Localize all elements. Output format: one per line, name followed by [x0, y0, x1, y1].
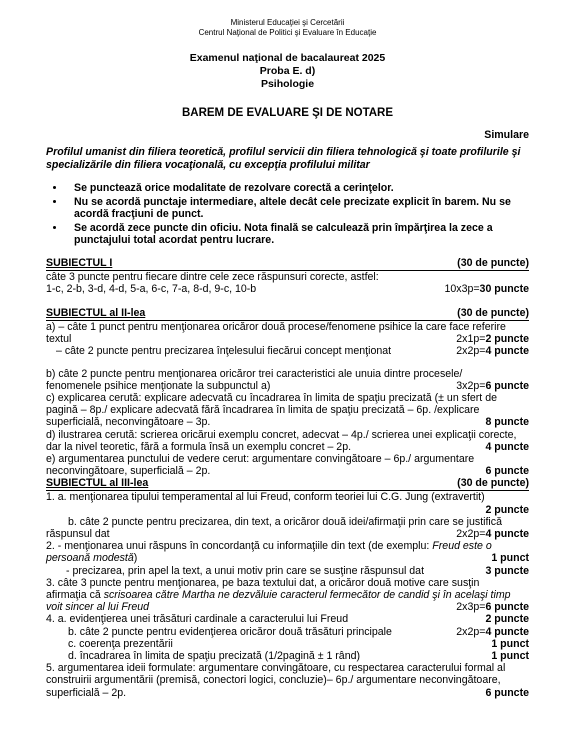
item-3-4a-points: 2 puncte — [485, 613, 529, 626]
item-3-3-text: 3. câte 3 puncte pentru menţionarea, pe baza textului dat, a oricăror două motive care susţin — [46, 576, 480, 589]
rule-item: • Se acordă zece puncte din oficiu. Nota finală se calculează prin împărţirea la zece a punctajului total acordat pentru lucrare. — [66, 222, 529, 247]
item-3-5-line3 — [46, 687, 529, 699]
item-3-5-text-end: superficială – 2p. — [46, 686, 127, 699]
item-3-1b-text: b. câte 2 puncte pentru precizarea, din text, a oricăror două idei/afirmaţii prin care se justifică — [68, 515, 502, 528]
item-2a-text: a) – câte 1 punct pentru menţionarea oricăror două procese/fenomene psihice la care face referire — [46, 320, 506, 333]
item-3-4b-points: 4 puncte — [485, 625, 529, 638]
item-3-1b-text-cont: răspunsul dat — [46, 527, 110, 540]
item-3-4c — [46, 638, 529, 650]
item-3-1b-calc: 2x2p= — [456, 527, 486, 540]
item-3-4c-text: c. coerenţa prezentării — [68, 637, 173, 650]
item-2e-line1 — [46, 453, 529, 465]
rule-item: • Se punctează orice modalitate de rezolvare corectă a cerinţelor. — [66, 182, 529, 195]
item-3-3-points: 6 puncte — [485, 601, 529, 614]
item-3-4a — [46, 613, 529, 625]
item-3-3-calc: 2x3p= — [456, 601, 486, 614]
item-3-3-quote: scrisoarea către Martha ne dezvăluie caracterul fermecător de candid şi în acelaşi timp — [103, 588, 511, 601]
item-2a-line1 — [46, 321, 529, 333]
center-name: Centrul Naţional de Politici şi Evaluare în Educaţie — [198, 28, 377, 37]
item-2a-calc: 2x1p= — [456, 333, 486, 346]
item-3-2b-points: 3 puncte — [485, 564, 529, 577]
item-2c-line2 — [46, 404, 529, 416]
item-3-4b — [46, 626, 529, 638]
item-2a-line2 — [46, 333, 529, 345]
item-2e-text: e) argumentarea punctului de vedere cerut: argumentare convingătoare – 6p./ argumentare — [46, 452, 475, 465]
item-3-2a-text: 2. - menţionarea unui răspuns în concordanţă cu informaţiile din text (de exemplu: — [46, 540, 433, 553]
item-2b-points: 6 puncte — [485, 379, 529, 392]
item-2d-line2 — [46, 441, 529, 453]
section-1-heading: SUBIECTUL I — [46, 256, 113, 269]
section-1-answers — [46, 283, 529, 295]
item-2d-text-cont: dar la nivel teoretic, fără a formula însă un exemplu concret – 2p. — [46, 440, 352, 453]
item-3-2a-line1 — [46, 540, 529, 552]
item-3-4d-text: d. încadrarea în limita de spaţiu precizată (1/2pagină ± 1 rând) — [68, 649, 361, 662]
item-3-4d — [46, 650, 529, 662]
section-1-total: 30 puncte — [479, 282, 529, 295]
item-2e-points: 6 puncte — [485, 465, 529, 478]
item-3-3-line2 — [46, 589, 529, 601]
item-3-2a-line2 — [46, 552, 529, 564]
section-1-points: (30 de puncte) — [457, 256, 529, 269]
item-2e-line2 — [46, 465, 529, 477]
item-3-3-text-cont: afirmaţia că — [46, 588, 104, 601]
item-3-3-quote-cont: voit sincer al lui Freud — [46, 601, 150, 614]
item-3-4c-points: 1 punct — [491, 637, 529, 650]
item-2c-line1 — [46, 392, 529, 404]
section-3-heading: SUBIECTUL al III-lea — [46, 477, 149, 490]
item-3-3-line1 — [46, 577, 529, 589]
item-3-1a-pts — [46, 504, 529, 516]
item-3-4d-points: 1 punct — [491, 649, 529, 662]
section-1-calc: 10x3p= — [444, 282, 480, 295]
item-3-4b-calc: 2x2p= — [456, 625, 486, 638]
item-2b-calc: 3x2p= — [456, 379, 486, 392]
item-3-2b — [46, 565, 529, 577]
ministry-header — [46, 18, 529, 38]
item-2b-text: b) câte 2 puncte pentru menţionarea oricăror trei caracteristici ale unuia dintre procesele/ — [46, 367, 463, 380]
item-3-5-text: 5. argumentarea ideii formulate: argumentare convingătoare, cu respectarea caracterului formal al — [46, 662, 506, 675]
profile-text: Profilul umanist din filiera teoretică, profilul servicii din filiera tehnologică şi toate profilurile şi specializările din filiera vocaţională, cu excepţia profilului militar — [46, 146, 521, 171]
rules-list — [46, 182, 529, 247]
item-2a-sub — [46, 345, 529, 357]
item-3-2b-text: - precizarea, prin apel la text, a unui motiv prin care se susţine răspunsul dat — [66, 564, 425, 577]
ministry-name: Ministerul Educaţiei şi Cercetării — [230, 18, 345, 27]
exam-title: Examenul naţional de bacalaureat 2025 — [189, 52, 386, 64]
item-2a-sub-calc: 2x2p= — [456, 345, 486, 358]
item-2d-line1 — [46, 429, 529, 441]
session-label: Simulare — [484, 129, 529, 141]
barem-title: BAREM DE EVALUARE ŞI DE NOTARE — [181, 107, 394, 119]
rule-item: • Nu se acordă punctaje intermediare, altele decât cele precizate explicit în barem. Nu se acordă fracţiuni de punct. — [66, 196, 529, 221]
section-2-header — [46, 307, 529, 321]
item-3-2a-points: 1 punct — [491, 552, 529, 565]
item-2e-text-cont: neconvingătoare, superficială – 2p. — [46, 465, 211, 478]
item-2c-text-cont: pagină – 8p./ explicare adecvată fără încadrarea în limita de spaţiu precizată – 6p. /explicare — [46, 404, 480, 417]
item-3-1a-points: 2 puncte — [485, 503, 529, 516]
item-3-5-line2 — [46, 674, 529, 686]
item-3-3-line3 — [46, 601, 529, 613]
section-2-points: (30 de puncte) — [457, 306, 529, 319]
exam-subject: Psihologie — [260, 78, 315, 90]
item-3-1a — [46, 491, 529, 503]
item-3-1b-line2 — [46, 528, 529, 540]
item-2a-sub-points: 4 puncte — [485, 345, 529, 358]
item-3-5-points: 6 puncte — [485, 686, 529, 699]
section-3-header — [46, 477, 529, 491]
section-1-answer-key: 1-c, 2-b, 3-d, 4-d, 5-a, 6-c, 7-a, 8-d, 9-c, 10-b — [46, 282, 257, 295]
item-2c-points: 8 puncte — [485, 416, 529, 429]
item-2a-text-cont: textul — [46, 333, 72, 346]
item-2b-line2 — [46, 380, 529, 392]
section-2-heading: SUBIECTUL al II-lea — [46, 306, 146, 319]
item-3-4a-text: 4. a. evidenţierea unei trăsături cardinale a caracterului lui Freud — [46, 613, 349, 626]
item-3-2a-example: Freud este o — [432, 540, 492, 553]
item-2c-text-end: superficială, neconvingătoare – 3p. — [46, 416, 211, 429]
section-1-instruction: câte 3 puncte pentru fiecare dintre cele zece răspunsuri corecte, astfel: — [46, 270, 379, 283]
item-2a-sub-text: – câte 2 puncte pentru precizarea înţelesului fiecărui concept menţionat — [56, 345, 392, 358]
item-3-5-text-cont: construirii argumentării (premisă, conectori logici, concluzie)– 6p./ argumentare neconvingătoare, — [46, 674, 501, 687]
item-3-4b-text: b. câte 2 puncte pentru evidenţierea oricăror două trăsături principale — [68, 625, 392, 638]
item-3-1a-text: 1. a. menţionarea tipului temperamental al lui Freud, conform teoriei lui C.G. Jung (extravertit) — [46, 491, 485, 504]
item-2d-text: d) ilustrarea cerută: scrierea oricărui exemplu concret, adecvat – 4p./ scrierea unei explicaţii corecte, — [46, 428, 517, 441]
section-1-line — [46, 271, 529, 283]
item-2a-points: 2 puncte — [485, 333, 529, 346]
section-3-points: (30 de puncte) — [457, 477, 529, 490]
item-3-5-line1 — [46, 662, 529, 674]
item-3-2a-close: ) — [133, 552, 138, 565]
section-1-header — [46, 257, 529, 271]
item-3-1b-line1 — [46, 516, 529, 528]
exam-proba: Proba E. d) — [259, 65, 316, 77]
item-2c-line3 — [46, 416, 529, 428]
item-3-1b-points: 4 puncte — [485, 527, 529, 540]
item-2d-points: 4 puncte — [485, 440, 529, 453]
item-3-2a-example-cont: persoană modestă — [46, 552, 134, 565]
item-2c-text: c) explicarea cerută: explicare adecvată cu încadrarea în limita de spaţiu precizată (± un sfert de — [46, 391, 497, 404]
item-2b-text-cont: fenomenele psihice menţionate la subpunctul a) — [46, 379, 271, 392]
item-2b-line1 — [46, 368, 529, 380]
